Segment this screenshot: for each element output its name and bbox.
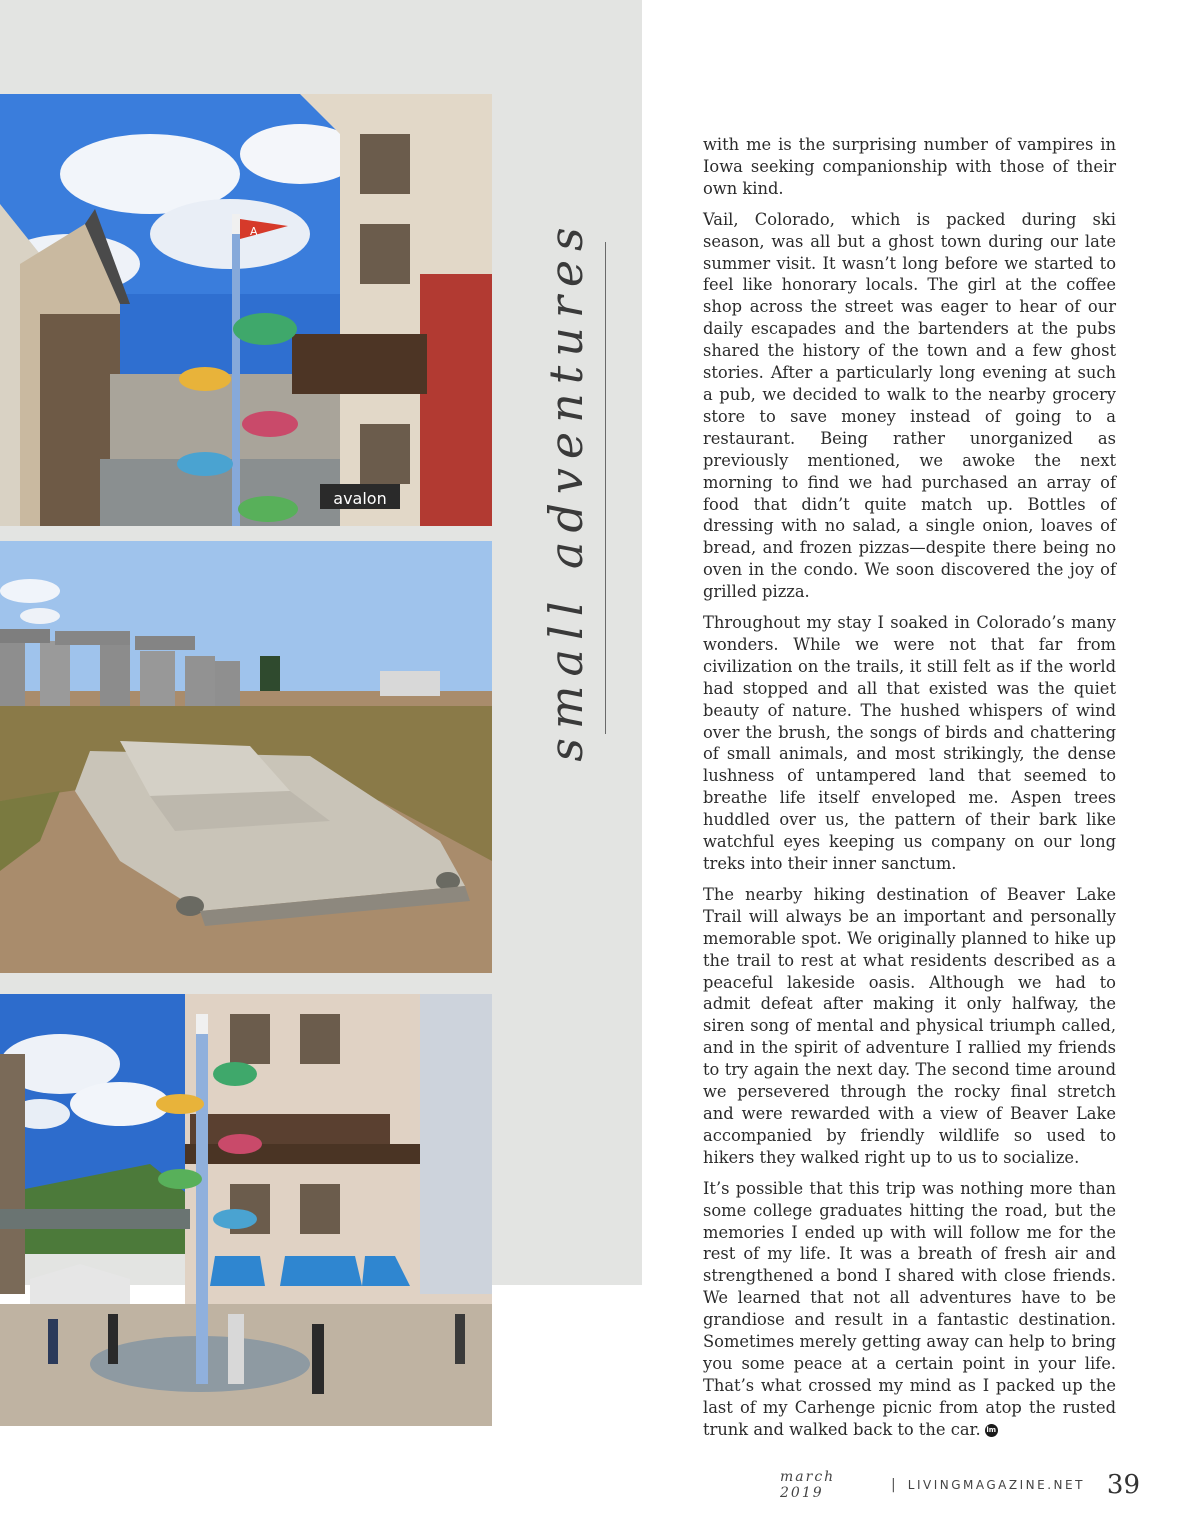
footer-separator: | [891,1477,896,1493]
paragraph-last [703,1178,1116,1441]
paragraph-text: It’s possible that this trip was nothing more than some college graduates hitting the road, but the memories I ended up with will follow me for the rest of my life. It was a breath of fresh air and strengthened a bond I shared with close friends. We learned that not all adventures have to be grandiose and result in a fantastic destination. Sometimes merely getting away can help to bring you some peace at a certain point in your life. That’s what crossed my mind as I packed up the last of my Carhenge picnic from atop the rusted trunk and walked back to the car. [703,1178,1116,1439]
page-number: 39 [1106,1470,1140,1500]
issue-date: march 2019 [780,1469,836,1501]
article-body [703,134,1116,1450]
paragraph: The nearby hiking destination of Beaver Lake Trail will always be an important and personally memorable spot. We originally planned to hike up the trail to rest at what residents described as a peaceful lakeside oasis. Although we had to admit defeat after making it only halfway, the siren song of mental and physical triumph called, and in the spirit of adventure I rallied my friends to try again the next day. The second time around we persevered through the rocky final stretch and were rewarded with a view of Beaver Lake accompanied by friendly wildlife so used to hikers they walked right up to us to socialize. [703,884,1116,1167]
avalon-sign: avalon [333,489,387,508]
vertical-divider [605,242,606,734]
paragraph: with me is the surprising number of vampires in Iowa seeking companionship with those of their own kind. [703,135,1116,198]
paragraph: Throughout my stay I soaked in Colorado’s many wonders. While we were not that far from civilization on the trails, it still felt as if the world had stopped and all that existed was the quiet beauty of nature. The hushed whispers of wind over the brush, the songs of birds and chattering of small animals, and most strikingly, the dense lushness of untampered land that seemed to breathe life itself enveloped me. Aspen trees huddled over us, the pattern of their bark like watchful eyes keeping us company on our long treks into their inner sanctum. [703,613,1116,873]
end-mark-icon: lm [985,1424,998,1437]
website-link[interactable]: LIVINGMAGAZINE.NET [907,1478,1085,1492]
flag-letter: A [250,225,258,238]
photo-vail-village-maypole [0,94,492,526]
photo-vail-square [0,994,492,1426]
page-footer [780,1470,1140,1500]
paragraph: Vail, Colorado, which is packed during ski season, was all but a ghost town during our late summer visit. It wasn’t long before we started to feel like honorary locals. The girl at the coffee shop across the street was eager to hear of our daily escapades and the bartenders at the pubs shared the history of the town and a few ghost stories. After a particularly long evening at such a pub, we decided to walk to the nearby grocery store to save money instead of going to a restaurant. Being rather unorganized as previously mentioned, we awoke the next morning to find we had purchased an array of food that didn’t quite match up. Bottles of dressing with no salad, a single onion, loaves of bread, and frozen pizzas—despite there being no oven in the condo. We soon discovered the joy of grilled pizza. [703,209,1116,602]
photo-carhenge [0,541,492,973]
section-title-vertical: small adventures [539,218,593,762]
